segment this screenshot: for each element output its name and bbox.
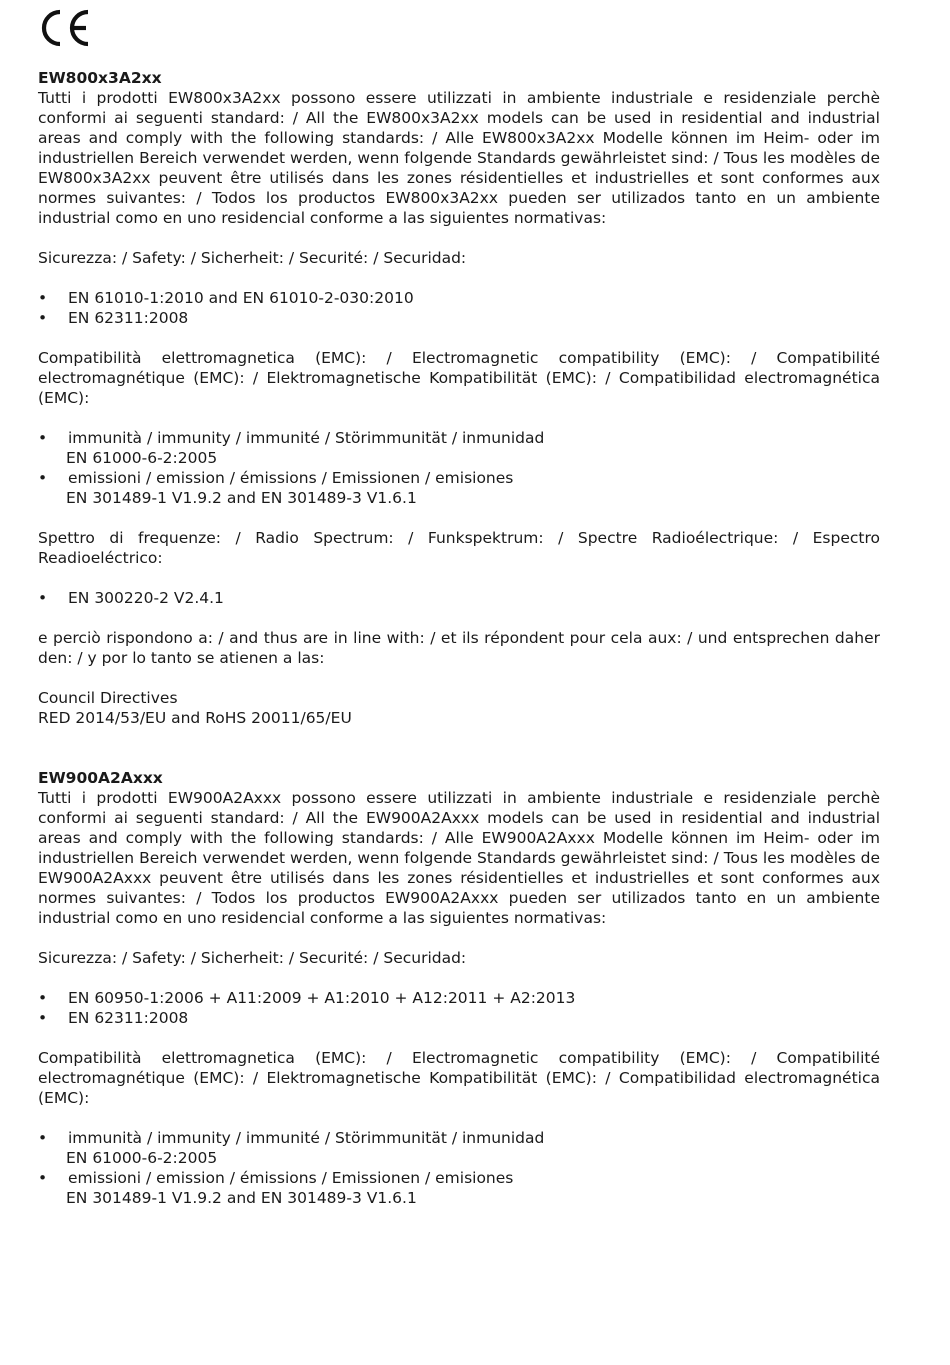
safety-list <box>38 288 880 328</box>
list-item: • EN 62311:2008 <box>38 1009 189 1027</box>
section-title: EW900A2Axxx <box>38 769 163 787</box>
section-title: EW800x3A2xx <box>38 69 162 87</box>
spectrum-label: Spettro di frequenze: / Radio Spectrum: / Funkspektrum: / Spectre Radioélectrique: / Espectro Readioeléctrico: <box>38 529 880 567</box>
list-item: • immunità / immunity / immunité / Störimmunität / inmunidad EN 61000-6-2:2005 <box>38 1129 545 1167</box>
list-item: • EN 60950-1:2006 + A11:2009 + A1:2010 + A12:2011 + A2:2013 <box>38 989 576 1007</box>
list-item: • immunità / immunity / immunité / Störimmunität / inmunidad EN 61000-6-2:2005 <box>38 429 545 467</box>
safety-label: Sicurezza: / Safety: / Sicherheit: / Securité: / Securidad: <box>38 949 467 967</box>
spectrum-list <box>38 588 880 608</box>
intro-paragraph: Tutti i prodotti EW900A2Axxx possono essere utilizzati in ambiente industriale e residenziale perchè conformi ai seguenti standard: / All the EW900A2Axxx models can be used in residential and industrial areas and comply with the following standards: / Alle EW900A2Axxx Modelle können im Heim- oder im industriellen Bereich verwendet werden, wenn folgende Standards gewährleistet sind: / Tous les modèles de EW900A2Axxx peuvent être utilisés dans les zones résidentielles et industrielles et sont conformes aux normes suivantes: / Todos los productos EW900A2Axxx pueden ser utilizados tanto en un ambiente industrial como en uno residencial conforme a las siguientes normativas: <box>38 789 880 927</box>
emc-list <box>38 428 880 508</box>
ce-logo <box>38 8 92 48</box>
intro-paragraph: Tutti i prodotti EW800x3A2xx possono essere utilizzati in ambiente industriale e residenziale perchè conformi ai seguenti standard: / All the EW800x3A2xx models can be used in residential and industrial areas and comply with the following standards: / Alle EW800x3A2xx Modelle können im Heim- oder im industriellen Bereich verwendet werden, wenn folgende Standards gewährleistet sind: / Tous les modèles de EW800x3A2xx peuvent être utilisés dans les zones résidentielles et industrielles et sont conformes aux normes suivantes: / Todos los productos EW800x3A2xx pueden ser utilizados tanto en un ambiente industrial como en uno residencial conforme a las siguientes normativas: <box>38 89 880 227</box>
section-ew800 <box>38 68 880 728</box>
list-item: • emissioni / emission / émissions / Emissionen / emisiones EN 301489-1 V1.9.2 and EN 301489-3 V1.6.1 <box>38 469 514 507</box>
list-item: • EN 62311:2008 <box>38 309 189 327</box>
list-item: • EN 300220-2 V2.4.1 <box>38 589 224 607</box>
safety-label: Sicurezza: / Safety: / Sicherheit: / Securité: / Securidad: <box>38 249 467 267</box>
conformity-statement: e perciò rispondono a: / and thus are in line with: / et ils répondent pour cela aux: / und entsprechen daher den: / y por lo tanto se atienen a las: <box>38 629 880 667</box>
list-item: • emissioni / emission / émissions / Emissionen / emisiones EN 301489-1 V1.9.2 and EN 301489-3 V1.6.1 <box>38 1169 514 1207</box>
safety-list <box>38 988 880 1028</box>
emc-label: Compatibilità elettromagnetica (EMC): / Electromagnetic compatibility (EMC): / Compatibilité electromagnétique (EMC): / Elektromagnetische Kompatibilität (EMC): / Compatibilidad electromagnética (EMC): <box>38 1049 880 1107</box>
declaration-document <box>38 68 880 1208</box>
directives-text: RED 2014/53/EU and RoHS 20011/65/EU <box>38 709 352 727</box>
emc-label: Compatibilità elettromagnetica (EMC): / Electromagnetic compatibility (EMC): / Compatibilité electromagnétique (EMC): / Elektromagnetische Kompatibilität (EMC): / Compatibilidad electromagnética (EMC): <box>38 349 880 407</box>
directives-title: Council Directives <box>38 689 178 707</box>
emc-list <box>38 1128 880 1208</box>
section-ew900 <box>38 768 880 1208</box>
list-item: • EN 61010-1:2010 and EN 61010-2-030:2010 <box>38 289 414 307</box>
